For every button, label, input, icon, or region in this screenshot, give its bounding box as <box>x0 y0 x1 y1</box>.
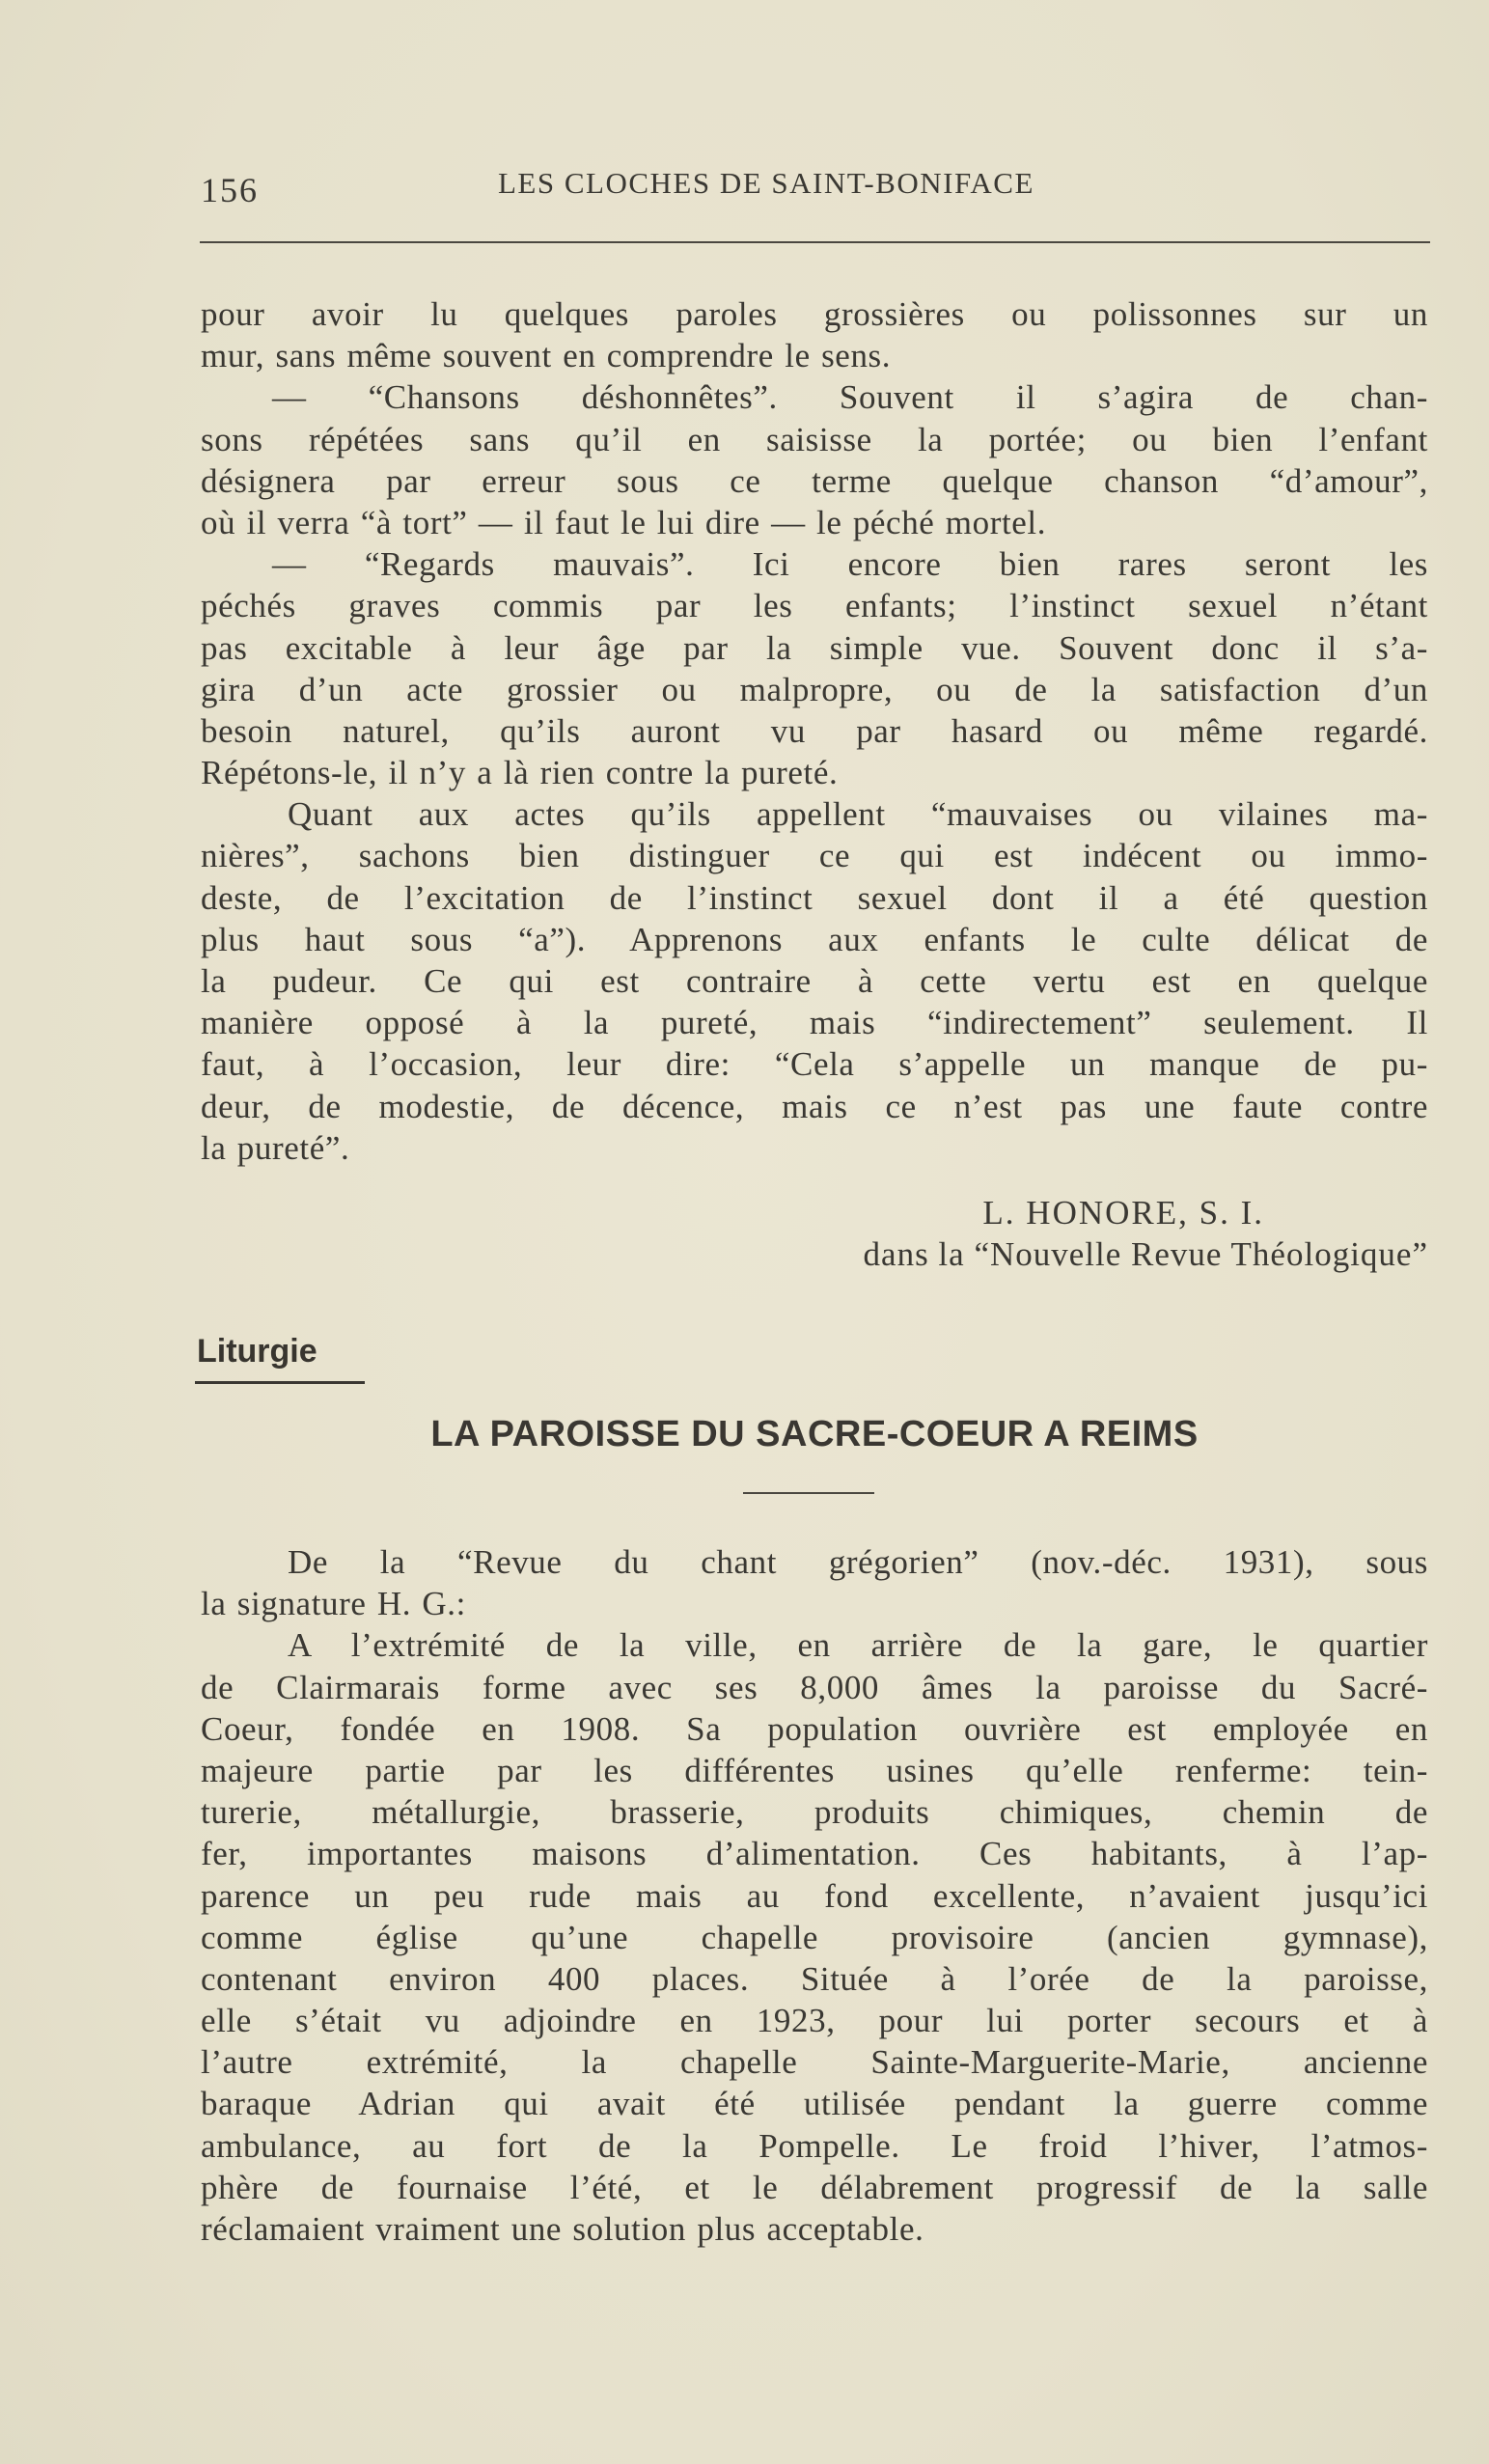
text-line: gira d’un acte grossier ou malpropre, ou de la satisfaction d’un <box>201 670 1428 708</box>
text-line: désignera par erreur sous ce terme quelque chanson “d’amour”, <box>201 461 1428 500</box>
text-line: comme église qu’une chapelle provisoire (ancien gymnase), <box>201 1918 1428 1956</box>
text-line: majeure partie par les différentes usines qu’elle renferme: tein- <box>201 1751 1428 1789</box>
text-line: ambulance, au fort de la Pompelle. Le froid l’hiver, l’atmos- <box>201 2126 1428 2165</box>
text-line: faut, à l’occasion, leur dire: “Cela s’appelle un manque de pu- <box>201 1045 1428 1084</box>
section-underline <box>195 1381 365 1384</box>
text-line: la pureté”. <box>201 1128 350 1167</box>
text-line: A l’extrémité de la ville, en arrière de la gare, le quartier <box>288 1626 1428 1665</box>
page-number: 156 <box>201 171 259 209</box>
text-line: besoin naturel, qu’ils auront vu par hasard ou même regardé. <box>201 711 1428 750</box>
signature-block <box>201 1192 1428 1275</box>
text-line: Coeur, fondée en 1908. Sa population ouvrière est employée en <box>201 1709 1428 1748</box>
text-line: réclamaient vraiment une solution plus acceptable. <box>201 2210 924 2248</box>
text-line: — “Chansons déshonnêtes”. Souvent il s’agira de chan- <box>272 378 1428 417</box>
text-line: elle s’était vu adjoindre en 1923, pour lui porter secours et à <box>201 2002 1428 2040</box>
section-label: Liturgie <box>197 1333 317 1370</box>
text-line: péchés graves commis par les enfants; l’instinct sexuel n’étant <box>201 587 1428 625</box>
running-head <box>201 162 1428 210</box>
text-line: la signature H. G.: <box>201 1585 466 1623</box>
signature-source: dans la “Nouvelle Revue Théologique” <box>863 1235 1428 1273</box>
text-line: plus haut sous “a”). Apprenons aux enfants le culte délicat de <box>201 920 1428 958</box>
text-line: nières”, sachons bien distinguer ce qui est indécent ou immo- <box>201 837 1428 875</box>
text-line: deur, de modestie, de décence, mais ce n’est pas une faute contre <box>201 1087 1428 1125</box>
article-text <box>201 1541 1428 2250</box>
continuation-text <box>201 293 1428 1169</box>
text-line: pas excitable à leur âge par la simple vue. Souvent donc il s’a- <box>201 628 1428 667</box>
journal-title: LES CLOCHES DE SAINT-BONIFACE <box>498 166 1034 200</box>
text-line: la pudeur. Ce qui est contraire à cette vertu est en quelque <box>201 962 1428 1000</box>
text-line: De la “Revue du chant grégorien” (nov.-déc. 1931), sous <box>288 1543 1428 1581</box>
text-line: parence un peu rude mais au fond excellente, n’avaient jusqu’ici <box>201 1876 1428 1915</box>
header-rule <box>200 241 1430 243</box>
text-line: contenant environ 400 places. Située à l’orée de la paroisse, <box>201 1959 1428 1998</box>
text-line: — “Regards mauvais”. Ici encore bien rares seront les <box>272 545 1428 584</box>
author-signature: L. HONORE, S. I. <box>982 1194 1264 1232</box>
text-line: sons répétées sans qu’il en saisisse la portée; ou bien l’enfant <box>201 420 1428 458</box>
text-line: phère de fournaise l’été, et le délabrement progressif de la salle <box>201 2168 1428 2206</box>
title-rule <box>743 1492 874 1494</box>
text-line: manière opposé à la pureté, mais “indirectement” seulement. Il <box>201 1004 1428 1042</box>
text-line: mur, sans même souvent en comprendre le sens. <box>201 337 892 375</box>
text-line: baraque Adrian qui avait été utilisée pendant la guerre comme <box>201 2085 1428 2123</box>
text-line: fer, importantes maisons d’alimentation. Ces habitants, à l’ap- <box>201 1835 1428 1873</box>
text-line: deste, de l’excitation de l’instinct sexuel dont il a été question <box>201 878 1428 917</box>
text-line: turerie, métallurgie, brasserie, produits chimiques, chemin de <box>201 1793 1428 1832</box>
text-line: Quant aux actes qu’ils appellent “mauvaises ou vilaines ma- <box>288 795 1428 834</box>
text-line: pour avoir lu quelques paroles grossières ou polissonnes sur un <box>201 295 1428 333</box>
text-line: l’autre extrémité, la chapelle Sainte-Marguerite-Marie, ancienne <box>201 2043 1428 2082</box>
text-line: où il verra “à tort” — il faut le lui dire — le péché mortel. <box>201 503 1047 541</box>
text-line: de Clairmarais forme avec ses 8,000 âmes la paroisse du Sacré- <box>201 1668 1428 1706</box>
text-line: Répétons-le, il n’y a là rien contre la pureté. <box>201 754 839 792</box>
article-title: LA PAROISSE DU SACRE-COEUR A REIMS <box>430 1414 1199 1454</box>
